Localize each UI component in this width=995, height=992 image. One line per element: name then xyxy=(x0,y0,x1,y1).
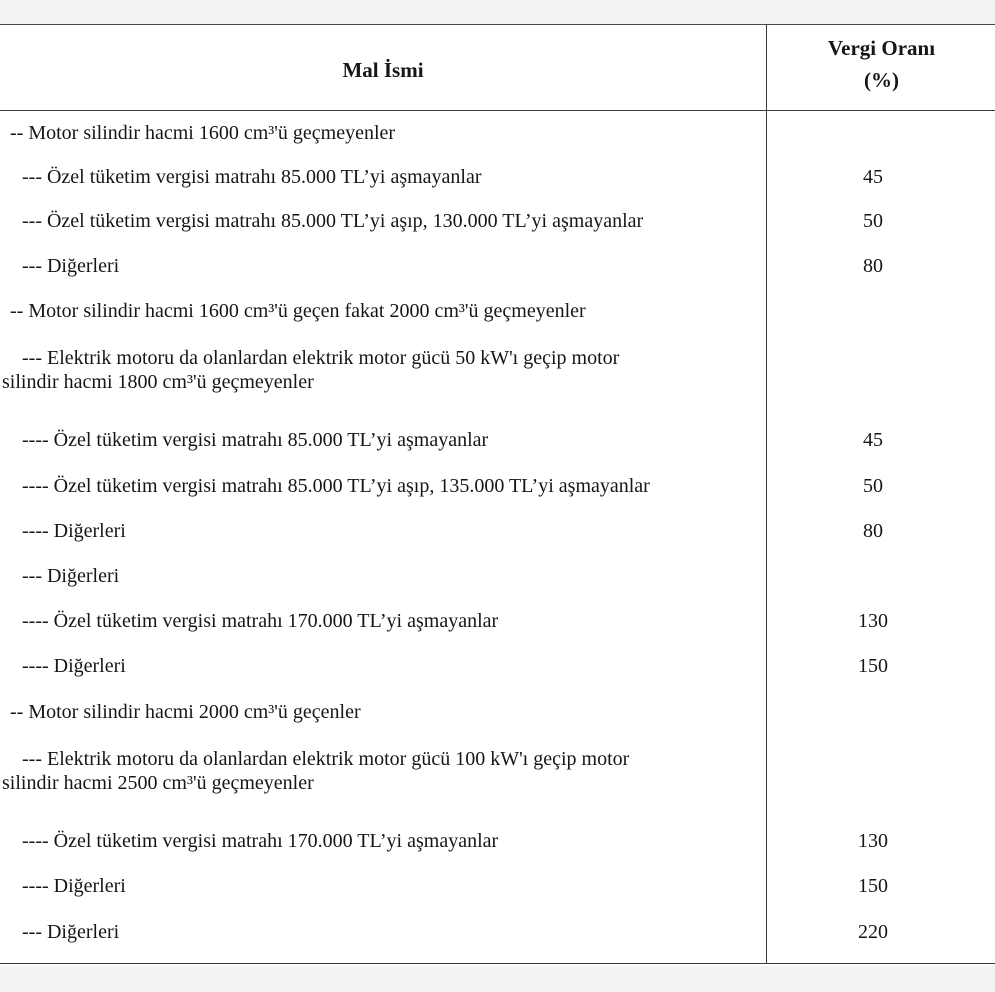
header-tax-rate-label: Vergi Oranı xyxy=(827,36,936,60)
row-item-name xyxy=(0,346,762,394)
row-item-name: --- Özel tüketim vergisi matrahı 85.000 TL’yi aşmayanlar xyxy=(22,166,482,188)
row-item-name: -- Motor silindir hacmi 2000 cm³'ü geçenler xyxy=(10,701,361,723)
row-tax-rate: 80 xyxy=(863,520,883,542)
row-item-name-line2: silindir hacmi 1800 cm³'ü geçmeyenler xyxy=(2,371,314,393)
header-bottom-border xyxy=(0,110,995,111)
row-item-name: ---- Özel tüketim vergisi matrahı 170.000 TL’yi aşmayanlar xyxy=(22,610,499,632)
row-item-name: ---- Özel tüketim vergisi matrahı 85.000 TL’yi aşıp, 135.000 TL’yi aşmayanlar xyxy=(22,475,650,497)
row-item-name-line2: silindir hacmi 2500 cm³'ü geçmeyenler xyxy=(2,772,314,794)
row-item-name: ---- Diğerleri xyxy=(22,520,126,542)
row-item-name: -- Motor silindir hacmi 1600 cm³'ü geçen fakat 2000 cm³'ü geçmeyenler xyxy=(10,300,586,322)
row-tax-rate: 150 xyxy=(858,655,888,677)
row-tax-rate: 50 xyxy=(863,475,883,497)
row-item-name: ---- Diğerleri xyxy=(22,875,126,897)
row-tax-rate: 45 xyxy=(863,166,883,188)
row-item-name: ---- Diğerleri xyxy=(22,655,126,677)
row-item-name: --- Diğerleri xyxy=(22,255,120,277)
row-item-name xyxy=(0,747,762,795)
row-tax-rate: 150 xyxy=(858,875,888,897)
table-top-border xyxy=(0,24,995,25)
row-tax-rate: 130 xyxy=(858,830,888,852)
row-tax-rate: 80 xyxy=(863,255,883,277)
row-item-name: ---- Özel tüketim vergisi matrahı 85.000 TL’yi aşmayanlar xyxy=(22,429,489,451)
row-item-name: --- Diğerleri xyxy=(22,921,120,943)
row-tax-rate: 130 xyxy=(858,610,888,632)
row-item-name-line1: --- Elektrik motoru da olanlardan elektrik motor gücü 50 kW'ı geçip motor xyxy=(22,347,620,369)
row-item-name: --- Diğerleri xyxy=(22,565,120,587)
table-bottom-border xyxy=(0,963,995,964)
row-item-name: -- Motor silindir hacmi 1600 cm³'ü geçmeyenler xyxy=(10,122,396,144)
row-item-name: --- Özel tüketim vergisi matrahı 85.000 TL’yi aşıp, 130.000 TL’yi aşmayanlar xyxy=(22,210,644,232)
header-tax-rate-unit: (%) xyxy=(864,68,899,92)
header-tax-rate xyxy=(768,32,995,96)
row-item-name: ---- Özel tüketim vergisi matrahı 170.000 TL’yi aşmayanlar xyxy=(22,830,499,852)
tax-rate-table xyxy=(0,24,995,966)
row-tax-rate: 220 xyxy=(858,921,888,943)
row-item-name-line1: --- Elektrik motoru da olanlardan elektrik motor gücü 100 kW'ı geçip motor xyxy=(22,748,630,770)
header-product-name: Mal İsmi xyxy=(342,58,424,82)
row-tax-rate: 45 xyxy=(863,429,883,451)
row-tax-rate: 50 xyxy=(863,210,883,232)
